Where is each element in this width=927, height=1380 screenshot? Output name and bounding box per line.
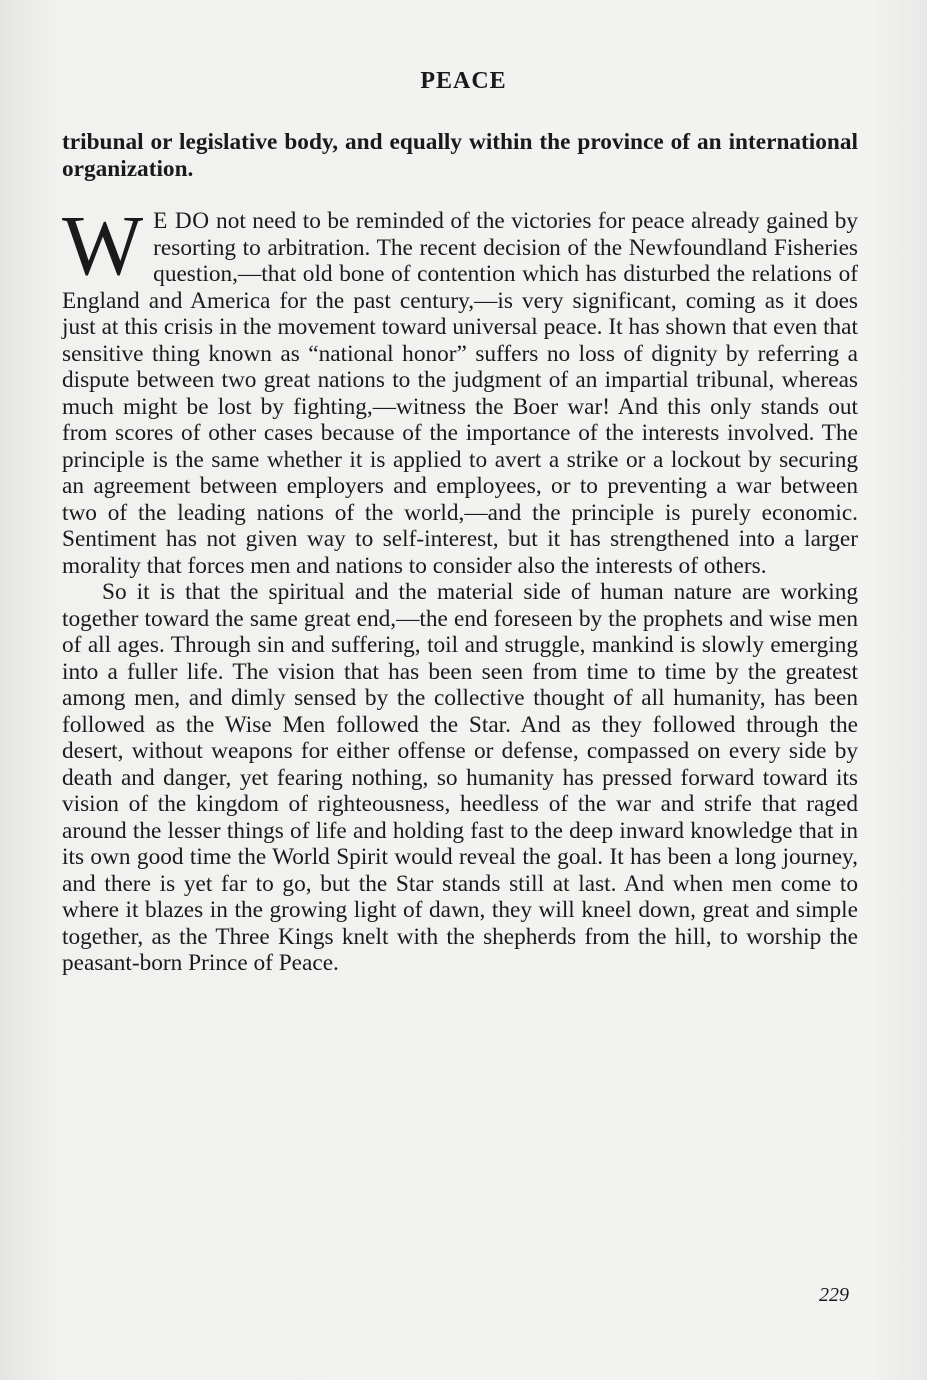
drop-cap: W [62,197,144,293]
paragraph-1-text: not need to be reminded of the victories for peace already gained by resorting to arbitration. The recent decision of the Newfoundland Fisheries question,—that old bone of contention which has disturbed the relations of England and America for the past century,—is very significant, coming as it does just at this crisis in the movement toward universal peace. It has shown that even that sensitive thing known as “national honor” suffers no loss of dignity by referring a dispute between two great nations to the judgment of an impartial tribunal, whereas much might be lost by fighting,—witness the Boer war! And this only stands out from scores of other cases because of the importance of the interests involved. The principle is the same whether it is applied to avert a strike or a lockout by securing an agreement between employers and employees, or to preventing a war between two of the leading nations of the world,—and the principle is purely economic. Sentiment has not given way to self-interest, but it has strengthened into a larger morality that forces men and nations to consider also the interests of others. [62,208,858,579]
paragraph-2: So it is that the spiritual and the material side of human nature are working together toward the same great end,—the end foreseen by the prophets and wise men of all ages. Through sin and suffering, toil and struggle, mankind is slowly emerging into a fuller life. The vision that has been seen from time to time by the greatest among men, and dimly sensed by the collective thought of all humanity, has been followed as the Wise Men followed the Star. And as they followed through the desert, without weapons for either offense or defense, compassed on every side by death and danger, yet fearing nothing, so humanity has pressed forward toward its vision of the kingdom of righteousness, heedless of the war and strife that raged around the lesser things of life and holding fast to the deep inward knowledge that in its own good time the World Spirit would reveal the goal. It has been a long journey, and there is yet far to go, but the Star stands still at last. And when men come to where it blazes in the growing light of dawn, they will kneel down, great and simple together, as the Three Kings knelt with the shepherds from the hill, to worship the peasant-born Prince of Peace. [62,579,858,976]
continued-paragraph: tribunal or legislative body, and equally within the province of an international organization. [62,129,858,182]
page-number: 229 [819,1284,849,1306]
section-body [62,197,858,977]
small-caps-opening: E DO [153,208,210,234]
paragraph-1 [62,197,858,579]
running-head: PEACE [420,68,507,94]
